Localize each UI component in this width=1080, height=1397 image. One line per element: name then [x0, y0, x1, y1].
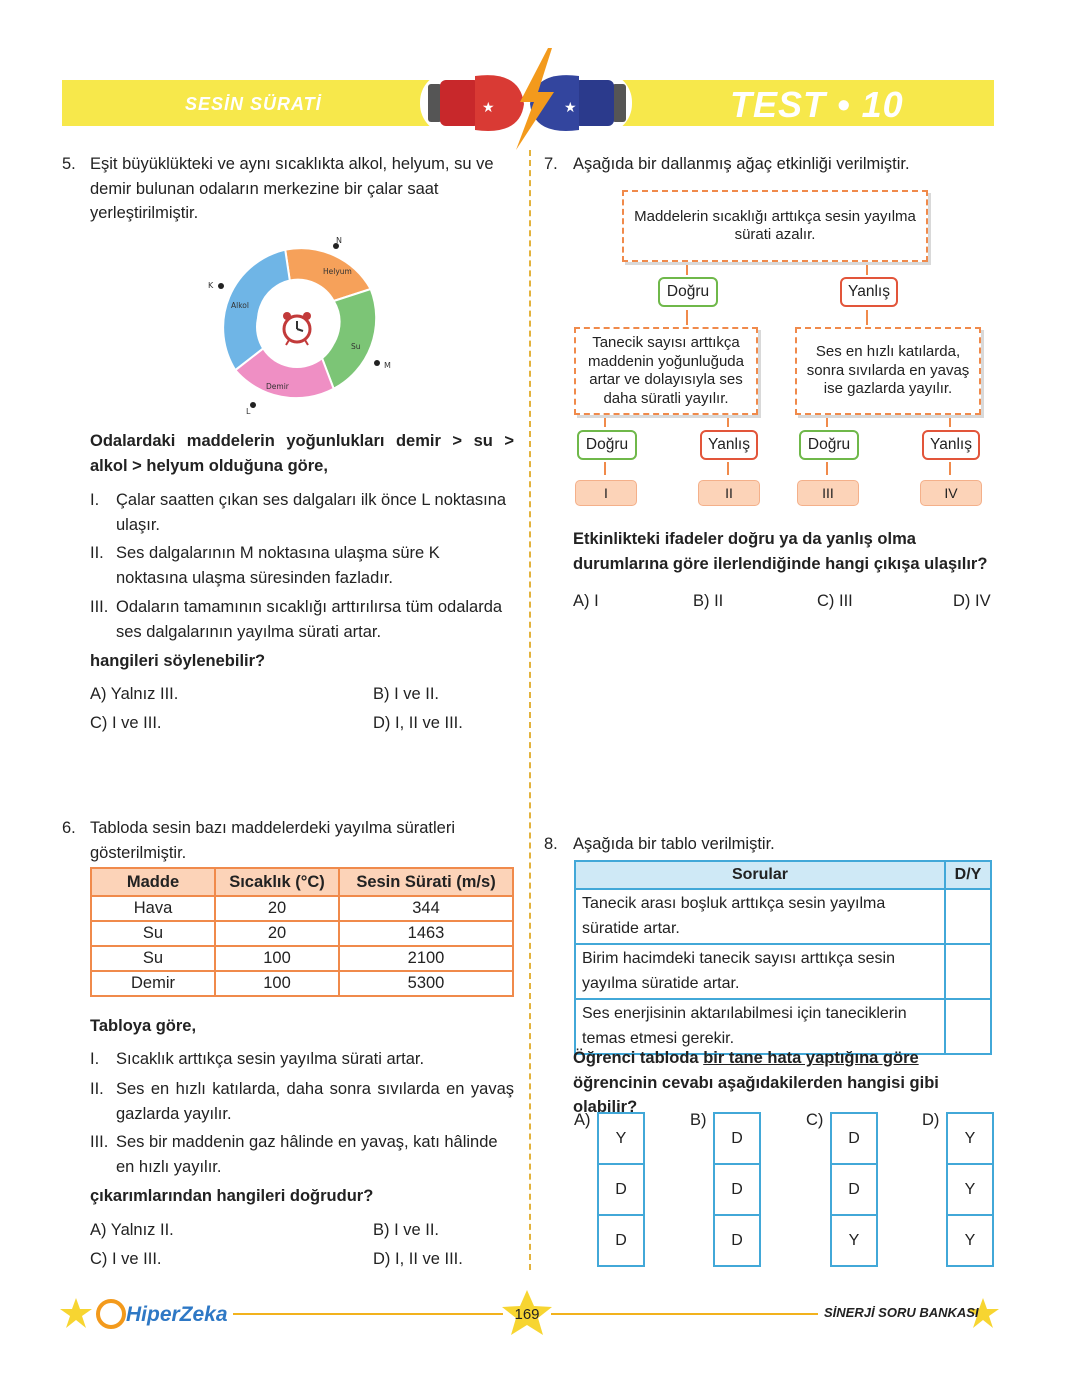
dy-cell[interactable]: [945, 889, 991, 944]
q5-s2-num: II.: [90, 544, 104, 562]
q6-option-c[interactable]: C) I ve III.: [90, 1250, 162, 1268]
rooms-ring-figure: [200, 230, 400, 420]
col-madde: Madde: [91, 868, 215, 896]
dy-cell[interactable]: [945, 944, 991, 999]
q6-number: 6.: [62, 819, 76, 837]
q8-option-b-label[interactable]: B): [690, 1111, 707, 1129]
su-label: Su: [351, 342, 361, 351]
q7-text: Aşağıda bir dallanmış ağaç etkinliği verilmiştir.: [573, 155, 910, 173]
q6-s2-text: Ses en hızlı katılarda, daha sonra sıvılarda en yavaş gazlarda yayılır.: [116, 1080, 514, 1123]
point-k-label: K: [208, 281, 214, 290]
q5-s1-text: Çalar saatten çıkan ses dalgaları ilk önce L noktasına ulaşır.: [116, 491, 507, 534]
table-row: Demir 100 5300: [91, 971, 513, 996]
q5-option-a[interactable]: A) Yalnız III.: [90, 685, 179, 703]
column-divider: [529, 150, 531, 1270]
q6-s3-num: III.: [90, 1133, 109, 1151]
q8-question: Öğrenci tabloda bir tane hata yaptığına göre öğrencinin cevabı aşağıdakilerden hangisi gibi olabilir?: [573, 1049, 939, 1116]
q8-question-underlined: bir tane hata yaptığına göre: [703, 1049, 919, 1067]
q7-question: Etkinlikteki ifadeler doğru ya da yanlış olma durumlarına göre ilerlendiğinde hangi çıkışa ulaşılır?: [573, 530, 988, 573]
q5-s1-num: I.: [90, 491, 100, 509]
q5-condition: Odalardaki maddelerin yoğunlukları demir > su > alkol > helyum olduğuna göre,: [90, 432, 514, 475]
q5-s3-text: Odaların tamamının sıcaklığı arttırılırsa tüm odalarda ses dalgalarının yayılma sürati artar.: [116, 598, 503, 641]
q7-option-d[interactable]: D) IV: [953, 592, 991, 610]
point-n-label: N: [336, 236, 342, 245]
q5-s2-text: Ses dalgalarının M noktasına ulaşma süre K noktasına ulaşma süresinden fazladır.: [116, 544, 440, 587]
q6-lead: Tabloya göre,: [90, 1017, 197, 1035]
q6-question: çıkarımlarından hangileri doğrudur?: [90, 1187, 374, 1205]
q8-option-c-label[interactable]: C): [806, 1111, 824, 1129]
q6-s2-num: II.: [90, 1080, 104, 1098]
page-number: 169: [514, 1306, 540, 1323]
col-dy: D/Y: [945, 861, 991, 889]
alkol-label: Alkol: [231, 301, 249, 310]
q6-s1-text: Sıcaklık arttıkça sesin yayılma sürati artar.: [116, 1050, 425, 1068]
table-row: Su 20 1463: [91, 921, 513, 946]
point-m-label: M: [384, 361, 391, 370]
boxing-gloves-logo: [420, 46, 634, 156]
svg-text:★: ★: [564, 100, 577, 116]
root-yanlis-label: Yanlış: [840, 277, 898, 307]
col-sorular: Sorular: [575, 861, 945, 889]
q5-question: hangileri söylenebilir?: [90, 652, 266, 670]
section-title: SESİN SÜRATİ: [185, 94, 322, 114]
table-row: Su 100 2100: [91, 946, 513, 971]
brand-name: HiperZeka: [126, 1303, 228, 1326]
q8-text: Aşağıda bir tablo verilmiştir.: [573, 835, 775, 853]
svg-text:★: ★: [482, 100, 495, 116]
q6-s3-text: Ses bir maddenin gaz hâlinde en yavaş, katı hâlinde en hızlı yayılır.: [116, 1133, 498, 1176]
q8-option-a-label[interactable]: A): [574, 1111, 591, 1129]
q5-option-d[interactable]: D) I, II ve III.: [373, 714, 463, 732]
q6-s1-num: I.: [90, 1050, 100, 1068]
q6-option-b[interactable]: B) I ve II.: [373, 1221, 440, 1239]
q8-option-d-label[interactable]: D): [922, 1111, 940, 1129]
q7-option-c[interactable]: C) III: [817, 592, 853, 610]
q8-option-d-box[interactable]: Y Y Y: [946, 1112, 994, 1267]
table-row: Tanecik arası boşluk arttıkça sesin yayılma süratide artar.: [575, 889, 991, 944]
q5-s3-num: III.: [90, 598, 109, 616]
exit-1: I: [575, 480, 637, 506]
q5-text: Eşit büyüklükteki ve aynı sıcaklıkta alkol, helyum, su ve demir bulunan odaların merkezine bir çalar saat yerleştirilmiştir.: [90, 155, 494, 222]
right-yanlis-label: Yanlış: [922, 430, 980, 460]
test-title: TEST • 10: [730, 84, 904, 125]
left-dogru-label: Doğru: [577, 430, 637, 460]
exit-4: IV: [920, 480, 982, 506]
q6-option-d[interactable]: D) I, II ve III.: [373, 1250, 463, 1268]
q7-option-b[interactable]: B) II: [693, 592, 724, 610]
q6-text: Tabloda sesin bazı maddelerdeki yayılma süratleri gösterilmiştir.: [90, 819, 456, 862]
q7-option-a[interactable]: A) I: [573, 592, 599, 610]
q8-option-b-box[interactable]: D D D: [713, 1112, 761, 1267]
left-yanlis-label: Yanlış: [700, 430, 758, 460]
q8-number: 8.: [544, 835, 558, 853]
q5-option-c[interactable]: C) I ve III.: [90, 714, 162, 732]
tree-root-statement: Maddelerin sıcaklığı arttıkça sesin yayılma sürati azalır.: [622, 190, 928, 262]
tree-left-statement: Tanecik sayısı arttıkça maddenin yoğunluğuda artar ve dolayısıyla ses daha süratli yayılır.: [574, 327, 758, 415]
q5-option-b[interactable]: B) I ve II.: [373, 685, 440, 703]
table-row: Ses enerjisinin aktarılabilmesi için taneciklerin temas etmesi gerekir.: [575, 999, 991, 1054]
demir-label: Demir: [266, 382, 289, 391]
root-dogru-label: Doğru: [658, 277, 718, 307]
q6-option-a[interactable]: A) Yalnız II.: [90, 1221, 174, 1239]
point-l-label: L: [246, 407, 251, 416]
helyum-label: Helyum: [323, 267, 352, 276]
speed-table: [90, 867, 514, 997]
table-row: Hava 20 344: [91, 896, 513, 921]
tree-right-statement: Ses en hızlı katılarda, sonra sıvılarda en yavaş ise gazlarda yayılır.: [795, 327, 981, 415]
col-sicaklik: Sıcaklık (°C): [215, 868, 339, 896]
col-surat: Sesin Sürati (m/s): [339, 868, 513, 896]
right-dogru-label: Doğru: [799, 430, 859, 460]
q5-number: 5.: [62, 155, 76, 173]
brand-logo-icon: [98, 1301, 124, 1327]
q8-option-c-box[interactable]: D D Y: [830, 1112, 878, 1267]
dy-table: [574, 860, 992, 1055]
q8-option-a-box[interactable]: Y D D: [597, 1112, 645, 1267]
exit-2: II: [698, 480, 760, 506]
exit-3: III: [797, 480, 859, 506]
q7-number: 7.: [544, 155, 558, 173]
table-row: Birim hacimdeki tanecik sayısı arttıkça sesin yayılma süratide artar.: [575, 944, 991, 999]
series-name: SİNERJİ SORU BANKASI: [824, 1305, 979, 1320]
